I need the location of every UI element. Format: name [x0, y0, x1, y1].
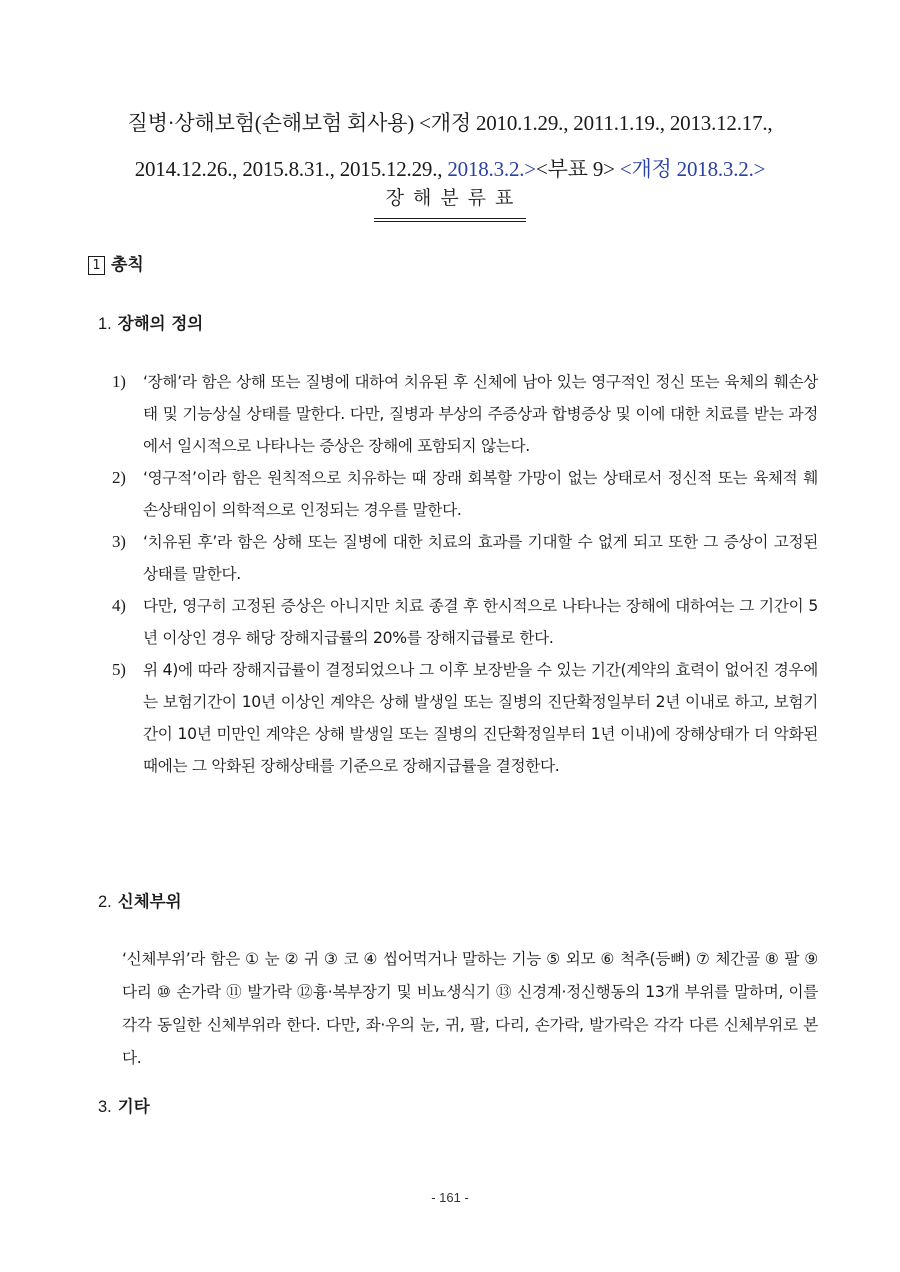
title-wrap	[0, 184, 900, 222]
header-revision-date: 2018.3.2.>	[447, 157, 536, 181]
subsection-label: 장해의 정의	[117, 314, 204, 333]
section-label: 총칙	[111, 255, 144, 275]
header-dates: 2014.12.26., 2015.8.31., 2015.12.29.,	[134, 157, 448, 181]
list-item	[112, 526, 818, 590]
list-item	[112, 366, 818, 462]
header-appendix-revision: <개정 2018.3.2.>	[619, 157, 766, 181]
item-text: 위 4)에 따라 장해지급률이 결정되었으나 그 이후 보장받을 수 있는 기간(계약의 효력이 없어진 경우에는 보험기간이 10년 이상인 계약은 상해 발생일 또는 질병의 진단확정일부터 2년 이내로 하고, 보험기간이 10년 미만인 계약은 상해 발생일 또는 질병의 진단확정일부터 1년 이내)에 장해상태가 더 악화된 때에는 그 악화된 장해상태를 기준으로 장해지급률을 결정한다.	[143, 661, 818, 775]
subsection-number: 3.	[98, 1098, 112, 1116]
item-text: ‘영구적’이라 함은 원칙적으로 치유하는 때 장래 회복할 가망이 없는 상태로서 정신적 또는 육체적 훼손상태임이 의학적으로 인정되는 경우를 말한다.	[143, 469, 818, 519]
item-text: 다만, 영구히 고정된 증상은 아니지만 치료 종결 후 한시적으로 나타나는 장해에 대하여는 그 기간이 5년 이상인 경우 해당 장해지급률의 20%를 장해지급률로 한다.	[143, 597, 818, 647]
body-parts-paragraph: ‘신체부위’라 함은 ① 눈 ② 귀 ③ 코 ④ 씹어먹거나 말하는 기능 ⑤ 외모 ⑥ 척추(등뼈) ⑦ 체간골 ⑧ 팔 ⑨ 다리 ⑩ 손가락 ⑪ 발가락 ⑫흉·복부장기 및 비뇨생식기 ⑬ 신경계·정신행동의 13개 부위를 말하며, 이를 각각 동일한 신체부위라 한다. 다만, 좌·우의 눈, 귀, 팔, 다리, 손가락, 발가락은 각각 다른 신체부위로 본다.	[122, 950, 818, 1067]
subsection-other	[98, 1094, 150, 1120]
subsection-number: 1.	[98, 315, 112, 333]
page-number: - 161 -	[431, 1190, 469, 1205]
item-number: 5)	[112, 660, 126, 679]
header-appendix-label: <부표 9>	[535, 157, 620, 181]
subsection-body-parts	[98, 889, 182, 915]
definition-list	[112, 366, 818, 782]
header-line-1: 질병·상해보험(손해보험 회사용) <개정 2010.1.29., 2011.1.19., 2013.12.17.,	[127, 111, 773, 135]
item-text: ‘장해’라 함은 상해 또는 질병에 대하여 치유된 후 신체에 남아 있는 영구적인 정신 또는 육체의 훼손상태 및 기능상실 상태를 말한다. 다만, 질병과 부상의 주증상과 합병증상 및 이에 대한 치료를 받는 과정에서 일시적으로 나타나는 증상은 장해에 포함되지 않는다.	[143, 373, 818, 455]
subsection-number: 2.	[98, 893, 112, 911]
section-box-number: 1	[88, 256, 105, 275]
document-header	[60, 100, 840, 192]
list-item	[112, 590, 818, 654]
item-number: 4)	[112, 596, 126, 615]
section-general	[88, 252, 144, 278]
page-title: 장해분류표	[374, 184, 527, 222]
item-text: ‘치유된 후’라 함은 상해 또는 질병에 대한 치료의 효과를 기대할 수 없게 되고 또한 그 증상이 고정된 상태를 말한다.	[143, 533, 818, 583]
subsection-label: 기타	[117, 1097, 150, 1116]
item-number: 1)	[112, 372, 126, 391]
item-number: 3)	[112, 532, 126, 551]
subsection-label: 신체부위	[117, 892, 182, 911]
item-number: 2)	[112, 468, 126, 487]
list-item	[112, 462, 818, 526]
list-item	[112, 654, 818, 782]
subsection-definition	[98, 311, 203, 337]
